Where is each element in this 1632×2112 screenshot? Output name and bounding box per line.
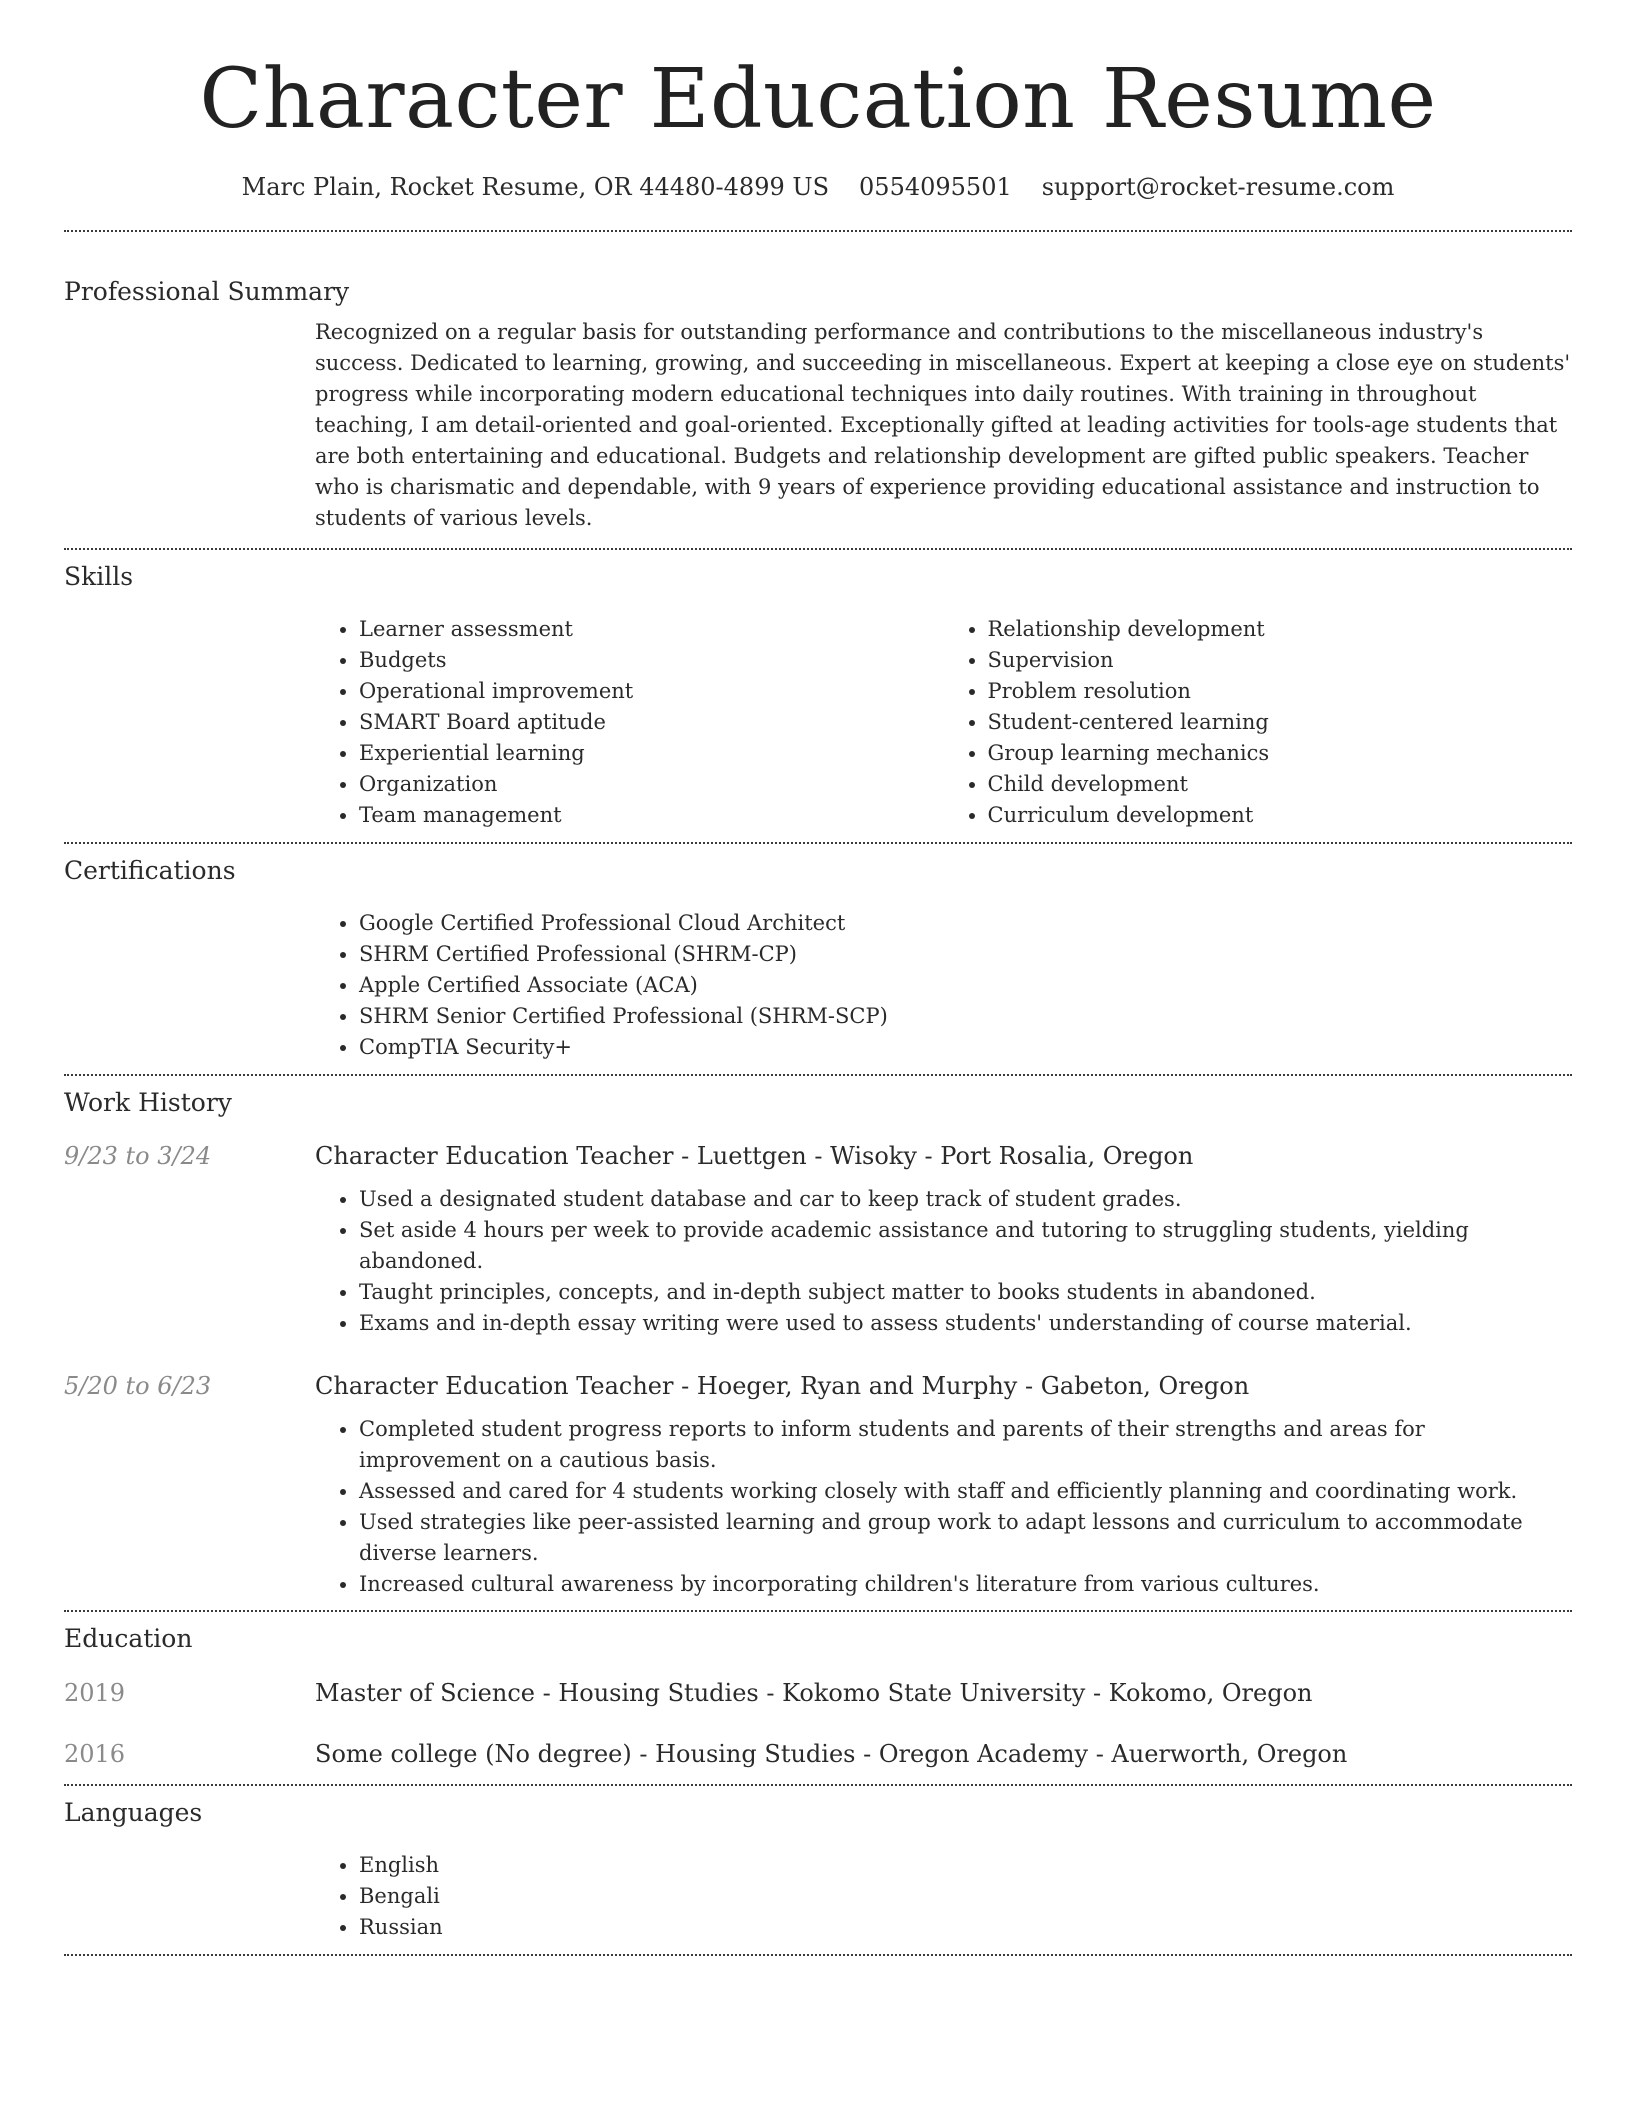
list-item: • SHRM Certified Professional (SHRM-CP)	[359, 939, 1572, 970]
list-item: • Problem resolution	[988, 676, 1573, 707]
list-item: • Russian	[359, 1912, 1572, 1943]
education-entry	[64, 1679, 1572, 1707]
languages-list	[315, 1850, 1572, 1943]
resume-page	[64, 0, 1572, 1956]
job-header	[64, 1142, 1572, 1170]
job-details	[315, 1184, 1572, 1339]
section-title-education: Education	[64, 1624, 193, 1653]
list-item: • Completed student progress reports to inform students and parents of their strengths and areas for improvement on a cautious basis.	[359, 1414, 1572, 1476]
work-section	[64, 1076, 1572, 1600]
contact-phone: 0554095501	[859, 173, 1012, 201]
job-details	[315, 1414, 1572, 1600]
section-title-certifications: Certifications	[64, 856, 236, 885]
job-title: Character Education Teacher - Luettgen - Wisoky - Port Rosalia, Oregon	[315, 1142, 1194, 1170]
skills-section	[64, 550, 1572, 831]
list-item: • Organization	[359, 769, 944, 800]
contact-line	[64, 170, 1572, 204]
skills-list-left	[315, 614, 944, 831]
list-item: • Team management	[359, 800, 944, 831]
list-item: • Used a designated student database and car to keep track of student grades.	[359, 1184, 1572, 1215]
list-item: • CompTIA Security+	[359, 1032, 1572, 1063]
list-item: • Relationship development	[988, 614, 1573, 645]
certifications-section	[64, 844, 1572, 1063]
education-degree: Master of Science - Housing Studies - Kokomo State University - Kokomo, Oregon	[315, 1679, 1313, 1707]
job-header	[64, 1372, 1572, 1400]
contact-address: Marc Plain, Rocket Resume, OR 44480-4899 US	[241, 173, 830, 201]
job-dates: 9/23 to 3/24	[64, 1142, 212, 1170]
section-divider	[64, 1954, 1572, 1956]
list-item: • Supervision	[988, 645, 1573, 676]
list-item: • Exams and in-depth essay writing were used to assess students' understanding of course material.	[359, 1308, 1572, 1339]
list-item: • SMART Board aptitude	[359, 707, 944, 738]
education-year: 2019	[64, 1679, 126, 1707]
list-item: • Increased cultural awareness by incorporating children's literature from various cultures.	[359, 1569, 1572, 1600]
section-title-summary: Professional Summary	[64, 277, 350, 306]
list-item: • Assessed and cared for 4 students working closely with staff and efficiently planning and coordinating work.	[359, 1476, 1572, 1507]
education-section	[64, 1612, 1572, 1768]
list-item: • Google Certified Professional Cloud Architect	[359, 908, 1572, 939]
list-item: • Taught principles, concepts, and in-depth subject matter to books students in abandoned.	[359, 1277, 1572, 1308]
section-title-work: Work History	[64, 1088, 232, 1117]
list-item: • Budgets	[359, 645, 944, 676]
job-dates: 5/20 to 6/23	[64, 1372, 212, 1400]
list-item: • Curriculum development	[988, 800, 1573, 831]
list-item: • Used strategies like peer-assisted learning and group work to adapt lessons and curriculum to accommodate diverse learners.	[359, 1507, 1572, 1569]
languages-body	[315, 1850, 1572, 1943]
skills-grid	[315, 614, 1572, 831]
list-item: • SHRM Senior Certified Professional (SHRM-SCP)	[359, 1001, 1572, 1032]
job-bullets	[315, 1184, 1572, 1339]
list-item: • English	[359, 1850, 1572, 1881]
page-title: Character Education Resume	[199, 52, 1437, 147]
education-year: 2016	[64, 1740, 126, 1768]
summary-section	[64, 232, 1572, 534]
certifications-body	[315, 908, 1572, 1063]
education-entry	[64, 1740, 1572, 1768]
job-title: Character Education Teacher - Hoeger, Ryan and Murphy - Gabeton, Oregon	[315, 1372, 1250, 1400]
list-item: • Child development	[988, 769, 1573, 800]
skills-list-right	[944, 614, 1573, 831]
section-title-skills: Skills	[64, 562, 134, 591]
list-item: • Bengali	[359, 1881, 1572, 1912]
list-item: • Learner assessment	[359, 614, 944, 645]
list-item: • Student-centered learning	[988, 707, 1573, 738]
job-bullets	[315, 1414, 1572, 1600]
list-item: • Set aside 4 hours per week to provide academic assistance and tutoring to struggling students, yielding abandoned.	[359, 1215, 1572, 1277]
section-title-languages: Languages	[64, 1798, 203, 1827]
contact-email: support@rocket-resume.com	[1041, 173, 1395, 201]
list-item: • Group learning mechanics	[988, 738, 1573, 769]
education-degree: Some college (No degree) - Housing Studies - Oregon Academy - Auerworth, Oregon	[315, 1740, 1348, 1768]
summary-text: Recognized on a regular basis for outstanding performance and contributions to the miscellaneous industry's success. Dedicated to learning, growing, and succeeding in miscellaneous. Expert at keeping a close eye on students' progress while incorporating modern educational techniques into daily routines. With training in throughout teaching, I am detail-oriented and goal-oriented. Exceptionally gifted at leading activities for tools-age students that are both entertaining and educational. Budgets and relationship development are gifted public speakers. Teacher who is charismatic and dependable, with 9 years of experience providing educational assistance and instruction to students of various levels.	[315, 320, 1571, 530]
list-item: • Operational improvement	[359, 676, 944, 707]
list-item: • Experiential learning	[359, 738, 944, 769]
list-item: • Apple Certified Associate (ACA)	[359, 970, 1572, 1001]
languages-section	[64, 1786, 1572, 1943]
certifications-list	[315, 908, 1572, 1063]
